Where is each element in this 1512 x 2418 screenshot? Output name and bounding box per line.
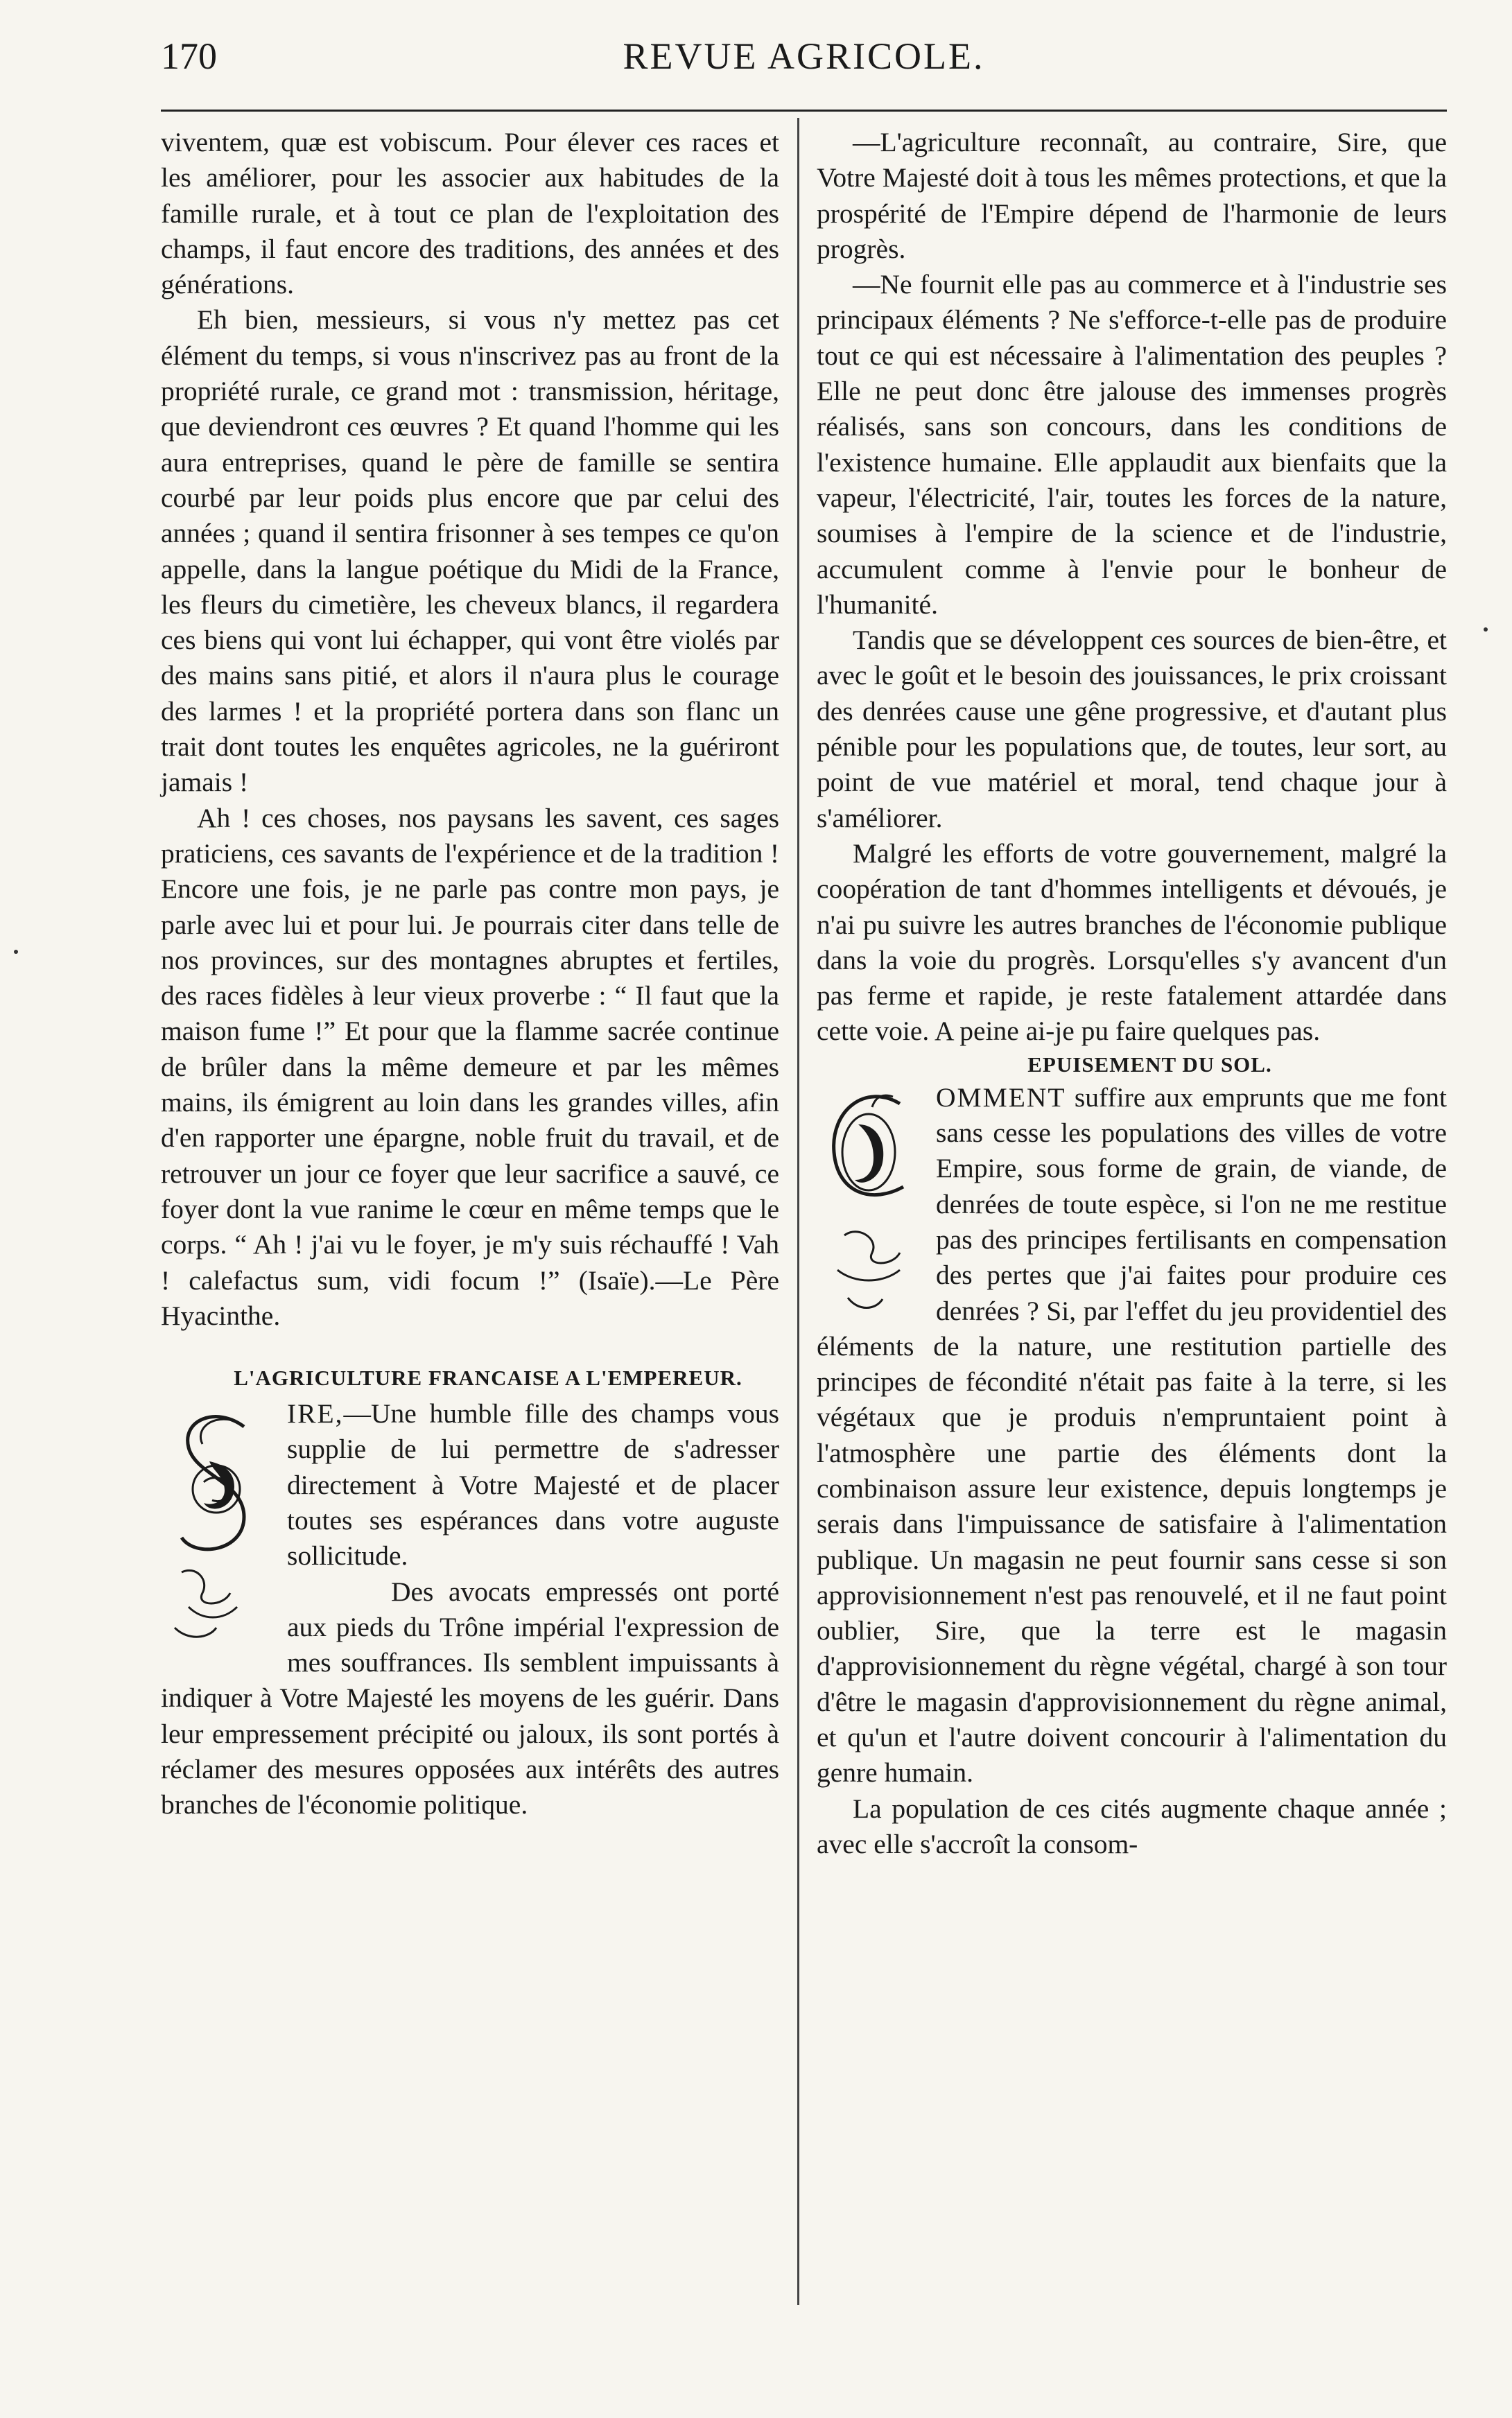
dropcap-rest: suffire aux emprunts que me font sans cesse les populations des villes de votre Empire, sous forme de grain, de viande, de denrées de toute espèce, si l'on ne me restitue pas des principes fertilisants en compensation des pertes que j'ai faites pour produire ces denrées ? Si, par l'effet du jeu providentiel des éléments de la nature, une restitution partielle des principes de fécondité n'était pas faite à la terre, si les végétaux que je produis n'empruntaient point à l'atmosphère une partie des éléments dont la combinaison assure leur existence, depuis longtemps je serais dans l'impuissance de satisfaire à l'alimentation publique. Un magasin ne peut fournir sans cesse si son approvisionnement n'est pas renouvelé, et il ne faut point oublier, Sire, que la terre est le magasin d'approvisionnement du règne végétal, chargé à son tour d'être le magasin d'approvisionnement du règne animal, et qu'un et l'autre doivent concourir à l'alimentation du genre humain.: [817, 1081, 1447, 1789]
column-divider: [797, 118, 799, 2305]
paragraph: Des avocats empressés ont porté aux pieds du Trône impérial l'expression de mes souffrances. Ils semblent impuissants à indiquer à Votre Majesté les moyens de les guérir. Dans leur empressement précipité ou jaloux, ils sont portés à réclamer des mesures opposées aux intérêts des autres branches de l'économie politique.: [161, 1576, 779, 1820]
paragraph: viventem, quæ est vobiscum. Pour élever ces races et les améliorer, pour les associer aux habitudes de la famille rurale, et à tout ce plan de l'exploitation des champs, il faut encore des traditions, des années et des générations.: [161, 127, 779, 300]
left-column: [161, 125, 779, 1823]
ornament-c-icon: [817, 1083, 921, 1319]
dropcap-lead: IRE,: [287, 1398, 344, 1429]
page-header: [161, 35, 1447, 90]
ornament-s-icon: [161, 1399, 272, 1649]
page-number: 170: [161, 35, 217, 77]
paragraph: —Ne fournit elle pas au commerce et à l'industrie ses principaux éléments ? Ne s'efforce-t-elle pas de produire tout ce qui est nécessaire à l'alimentation des peuples ? Elle ne peut donc être jalouse des immenses progrès réalisés, sans son concours, dans les conditions de l'existence humaine. Elle applaudit aux bienfaits que la vapeur, l'électricité, l'air, toutes les forces de la nature, soumises à l'empire de la science et de l'industrie, accumulent comme à l'envie pour le bonheur de l'humanité.: [817, 269, 1447, 620]
paragraph: Eh bien, messieurs, si vous n'y mettez pas cet élément du temps, si vous n'inscrivez pas au front de la propriété rurale, ce grand mot : transmission, héritage, que deviendront ces œuvres ? Et quand l'homme qui les aura entreprises, quand le père de famille se sentira courbé par leur poids plus encore que par celui des années ; quand il sentira frisonner à ses tempes ce qu'on appelle, dans la langue poétique du Midi de la France, les fleurs du cimetière, les cheveux blancs, il regardera ces biens qui vont lui échapper, qui vont être violés par des mains sans pitié, et alors il n'aura plus le courage des larmes ! et la propriété portera dans son flanc un trait dont toutes les enquêtes agricoles, ne la guériront jamais !: [161, 304, 779, 798]
paragraph: La population de ces cités augmente chaque année ; avec elle s'accroît la consom-: [817, 1793, 1447, 1859]
paragraph: Malgré les efforts de votre gouvernement, malgré la coopération de tant d'hommes intelligents et dévoués, je n'ai pu suivre les autres branches de l'économie publique dans la voie du progrès. Lorsqu'elles s'y avancent d'un pas ferme et rapide, je reste fatalement attardée dans cette voie. A peine ai-je pu faire quelques pas.: [817, 837, 1447, 1047]
ornamental-initial-c: [817, 1083, 921, 1319]
print-speck: [14, 950, 18, 954]
section-title: L'AGRICULTURE FRANCAISE A L'EMPEREUR.: [234, 1366, 742, 1391]
paragraph: Tandis que se développent ces sources de bien-être, et avec le goût et le besoin des jouissances, le prix croissant des denrées cause une gêne progressive, et d'autant plus pénible pour les populations que, de toutes, leur sort, au point de vue matériel et moral, tend chaque jour à s'améliorer.: [817, 625, 1447, 833]
paragraph: Ah ! ces choses, nos paysans les savent, ces sages praticiens, ces savants de l'expérience et de la tradition ! Encore une fois, je ne parle pas contre mon pays, je parle avec lui et pour lui. Je pourrais citer dans telle de nos provinces, sur des montagnes abruptes et fertiles, des races fidèles à leur vieux proverbe : “ Il faut que la maison fume !” Et pour que la flamme sacrée continue de brûler dans la même demeure et par les mêmes mains, ils émigrent au loin dans les grandes villes, afin d'en rapporter une épargne, noble fruit du travail, et de retrouver un jour ce foyer que leur sacrifice a sauvé, ce foyer dont la vue ranime le cœur en même temps que le corps. “ Ah ! j'ai vu le foyer, je m'y suis réchauffé ! Vah ! calefactus sum, vidi focum !” (Isaïe).—Le Père Hyacinthe.: [161, 802, 779, 1331]
dropcap-rest: —Une humble fille des champs vous supplie de lui permettre de s'adresser directement à Votre Majesté et de placer toutes ses espérances dans votre auguste sollicitude.: [287, 1398, 779, 1572]
dropcap-lead: OMMENT: [936, 1081, 1066, 1113]
running-title: REVUE AGRICOLE.: [623, 35, 985, 77]
print-speck: [1484, 627, 1488, 632]
paragraph: —L'agriculture reconnaît, au contraire, Sire, que Votre Majesté doit à tous les mêmes protections, et que la prospérité de l'Empire dépend de l'harmonie de leurs progrès.: [817, 127, 1447, 264]
header-rule: [161, 110, 1447, 112]
right-column: [817, 125, 1447, 1862]
section-title: EPUISEMENT DU SOL.: [1027, 1052, 1272, 1077]
ornamental-initial-s: [161, 1399, 272, 1649]
